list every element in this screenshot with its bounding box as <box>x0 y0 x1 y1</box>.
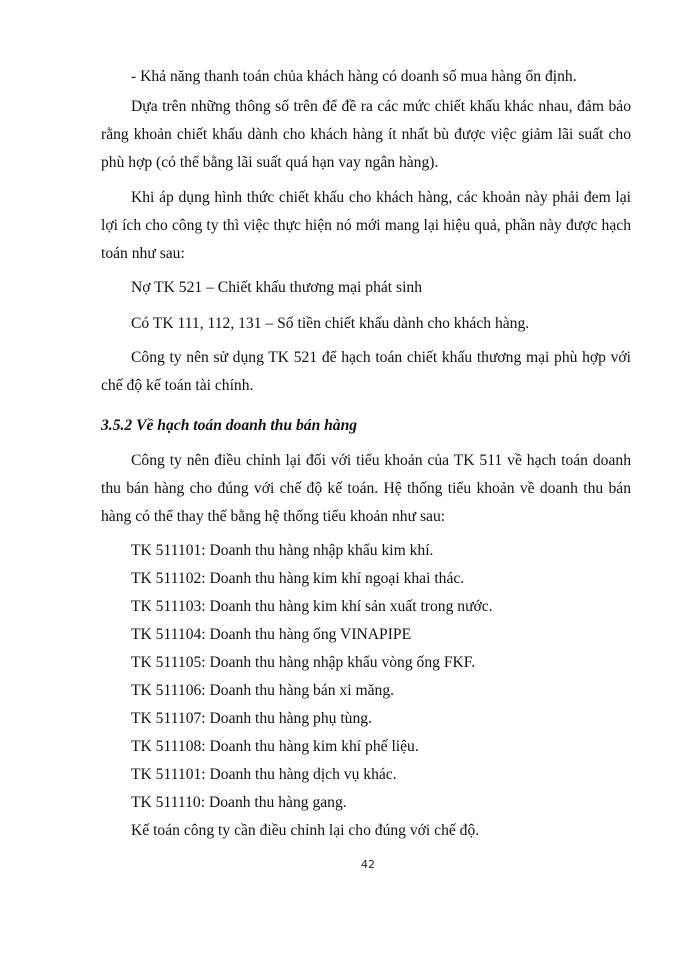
list-item-account: TK 511108: Doanh thu hàng kim khí phế liệu. <box>131 738 419 755</box>
page-number: 42 <box>361 858 375 871</box>
paragraph-use-tk521: Công ty nên sử dụng TK 521 để hạch toán chiết khấu thương mại phù hợp với chế độ kế toán tài chính. <box>101 349 631 394</box>
paragraph-adjust-tk511: Công ty nên điều chỉnh lại đối với tiểu khoản của TK 511 về hạch toán doanh thu bán hàng cho đúng với chế độ kế toán. Hệ thống tiểu khoản về doanh thu bán hàng có thể thay thế bằng hệ thống tiểu khoản như sau: <box>101 452 631 525</box>
list-item-account: TK 511101: Doanh thu hàng dịch vụ khác. <box>131 766 397 783</box>
paragraph-closing: Kế toán công ty cần điều chỉnh lại cho đúng với chế độ. <box>131 822 480 839</box>
list-item-account: TK 511104: Doanh thu hàng ống VINAPIPE <box>131 626 412 643</box>
list-item-account: TK 511105: Doanh thu hàng nhập khẩu vòng ống FKF. <box>131 654 476 671</box>
paragraph-discount-application: Khi áp dụng hình thức chiết khấu cho khách hàng, các khoản này phải đem lại lợi ích cho công ty thì việc thực hiện nó mới mang lại hiệu quả, phần này được hạch toán như sau: <box>101 189 631 262</box>
list-item-account: TK 511110: Doanh thu hàng gang. <box>131 794 347 811</box>
paragraph-credit-entry: Có TK 111, 112, 131 – Số tiền chiết khấu dành cho khách hàng. <box>131 315 530 332</box>
section-heading: 3.5.2 Về hạch toán doanh thu bán hàng <box>101 417 358 434</box>
list-item-account: TK 511101: Doanh thu hàng nhập khẩu kim khí. <box>131 542 434 559</box>
list-item-account: TK 511103: Doanh thu hàng kim khí sản xuất trong nước. <box>131 598 493 615</box>
paragraph-discount-levels: Dựa trên những thông số trên để đề ra các mức chiết khấu khác nhau, đảm bảo rằng khoản chiết khấu dành cho khách hàng ít nhất bù được việc giảm lãi suất cho phù hợp (có thể bằng lãi suất quá hạn vay ngân hàng). <box>101 98 631 171</box>
paragraph-debit-entry: Nợ TK 521 – Chiết khấu thương mại phát sinh <box>131 279 423 296</box>
list-item-account: TK 511102: Doanh thu hàng kim khí ngoại khai thác. <box>131 570 465 587</box>
list-item-account: TK 511106: Doanh thu hàng bán xi măng. <box>131 682 395 699</box>
list-item-account: TK 511107: Doanh thu hàng phụ tùng. <box>131 710 372 727</box>
paragraph-payment-ability: - Khả năng thanh toán chủa khách hàng có doanh số mua hàng ổn định. <box>131 68 577 85</box>
